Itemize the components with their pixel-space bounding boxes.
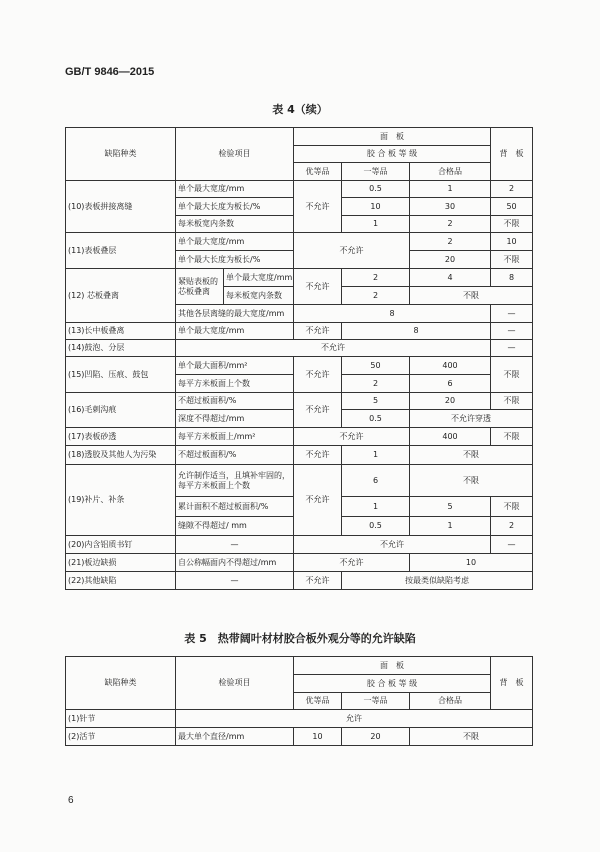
cell: 允许 [176, 710, 533, 728]
cell: 不限 [491, 251, 533, 269]
cell: 不限 [491, 428, 533, 446]
defect-name: (10)表板拼接离缝 [66, 181, 176, 233]
table-row [66, 554, 533, 572]
header-face-panel: 面 板 [294, 657, 491, 675]
cell: 8 [491, 269, 533, 287]
header-superior: 优等品 [294, 693, 342, 710]
table-4 [65, 127, 533, 590]
table-row [66, 128, 533, 146]
defect-name: (2)活节 [66, 728, 176, 746]
table-row [66, 269, 533, 287]
cell: 不允许 [294, 465, 342, 536]
table-row [66, 728, 533, 746]
header-first-grade: 一等品 [342, 163, 410, 181]
cell: 不限 [410, 287, 533, 305]
cell: 5 [342, 393, 410, 410]
header-defect-type: 缺陷种类 [66, 657, 176, 710]
inspection-item: 不超过板面积/% [176, 393, 294, 410]
cell: 6 [342, 465, 410, 497]
table-row [66, 536, 533, 554]
cell: 50 [491, 198, 533, 216]
defect-name: (15)凹陷、压痕、鼓包 [66, 357, 176, 393]
header-first-grade: 一等品 [342, 693, 410, 710]
table-row [66, 323, 533, 340]
cell: 2 [342, 375, 410, 393]
cell: 不允许 [294, 572, 342, 590]
cell: 4 [410, 269, 491, 287]
cell: — [491, 305, 533, 323]
inspection-item: 每米板宽内条数 [224, 287, 294, 305]
defect-name: (20)内含铝质书钉 [66, 536, 176, 554]
inspection-item: — [176, 572, 294, 590]
cell: 50 [342, 357, 410, 375]
inspection-item: 单个最大长度为板长/% [176, 198, 294, 216]
table-row [66, 465, 533, 497]
cell: 30 [410, 198, 491, 216]
header-defect-type: 缺陷种类 [66, 128, 176, 181]
cell: 不允许 [294, 357, 342, 393]
cell: 不限 [410, 728, 533, 746]
cell: 2 [410, 216, 491, 233]
cell: 8 [342, 323, 491, 340]
cell: 不限 [491, 216, 533, 233]
cell: 不限 [410, 446, 533, 465]
cell: 不允许 [294, 323, 342, 340]
table-row [66, 393, 533, 410]
defect-name: (16)毛刺沟痕 [66, 393, 176, 428]
cell: 400 [410, 357, 491, 375]
header-back-panel: 背 板 [491, 657, 533, 710]
cell: 不允许 [294, 446, 342, 465]
cell: 不允许 [294, 428, 410, 446]
inspection-item: 每平方米板面上个数 [176, 375, 294, 393]
inspection-item: 每平方米板面上/mm² [176, 428, 294, 446]
cell: 不允许 [294, 269, 342, 305]
inspection-item: 不超过板面积/% [176, 446, 294, 465]
cell: 0.5 [342, 410, 410, 428]
cell: 20 [410, 251, 491, 269]
inspection-item: 单个最大宽度/mm [224, 269, 294, 287]
defect-name: (21)板边缺损 [66, 554, 176, 572]
cell: 0.5 [342, 181, 410, 198]
defect-name: (1)针节 [66, 710, 176, 728]
cell: 2 [491, 181, 533, 198]
cell: 5 [410, 497, 491, 517]
cell: — [491, 323, 533, 340]
cell: 0.5 [342, 517, 410, 536]
cell: 6 [410, 375, 491, 393]
inspection-item: 最大单个直径/mm [176, 728, 294, 746]
table-row [66, 233, 533, 251]
cell: 不限 [491, 393, 533, 410]
header-inspection-item: 检验项目 [176, 128, 294, 181]
inspection-item: 深度不得超过/mm [176, 410, 294, 428]
defect-name: (17)表板砂透 [66, 428, 176, 446]
cell: 不限 [410, 465, 533, 497]
cell: 20 [342, 728, 410, 746]
cell: 2 [342, 269, 410, 287]
defect-name: (22)其他缺陷 [66, 572, 176, 590]
cell: 不允许 [176, 340, 491, 357]
header-grade: 胶 合 板 等 级 [294, 675, 491, 693]
header-qualified: 合格品 [410, 693, 491, 710]
defect-name: (13)长中板叠离 [66, 323, 176, 340]
cell: 不限 [491, 357, 533, 393]
defect-name: (19)补片、补条 [66, 465, 176, 536]
header-back-panel: 背 板 [491, 128, 533, 181]
cell: 1 [410, 517, 491, 536]
cell: 400 [410, 428, 491, 446]
cell: 1 [342, 497, 410, 517]
inspection-item: 单个最大长度为板长/% [176, 251, 294, 269]
cell: 8 [294, 305, 491, 323]
cell: 不允许 [294, 181, 342, 233]
sub-item: 紧贴表板的芯板叠离 [176, 269, 224, 305]
table-5 [65, 656, 533, 746]
cell: 2 [410, 233, 491, 251]
header-grade: 胶 合 板 等 级 [294, 146, 491, 163]
inspection-item: 每米板宽内条数 [176, 216, 294, 233]
table-row [66, 710, 533, 728]
cell: — [491, 340, 533, 357]
inspection-item: 单个最大宽度/mm [176, 323, 294, 340]
cell: 1 [410, 181, 491, 198]
cell: 2 [491, 517, 533, 536]
cell: 按最类似缺陷考虑 [342, 572, 533, 590]
defect-name: (18)透胶及其他人为污染 [66, 446, 176, 465]
table4-caption: 表 4（续） [272, 103, 328, 116]
table-row [66, 340, 533, 357]
table-row [66, 572, 533, 590]
standard-number: GB/T 9846—2015 [65, 66, 155, 78]
cell: 10 [491, 233, 533, 251]
header-superior: 优等品 [294, 163, 342, 181]
cell: 不允许 [294, 233, 410, 269]
page-number: 6 [68, 795, 74, 806]
inspection-item: 累计面积不超过板面积/% [176, 497, 294, 517]
inspection-item: 其他各层离缝的最大宽度/mm [176, 305, 294, 323]
cell: 不允许 [294, 393, 342, 428]
defect-name: (14)鼓泡、分层 [66, 340, 176, 357]
inspection-item: 单个最大宽度/mm [176, 233, 294, 251]
inspection-item: 单个最大宽度/mm [176, 181, 294, 198]
cell: 1 [342, 446, 410, 465]
cell: 不允许 [294, 536, 491, 554]
table5-caption: 表 5 热带阔叶材材胶合板外观分等的允许缺陷 [184, 632, 416, 645]
defect-name: (11)表板叠层 [66, 233, 176, 269]
cell: 不允许穿透 [410, 410, 533, 428]
cell: 2 [342, 287, 410, 305]
inspection-item: 缝隙不得超过/ mm [176, 517, 294, 536]
cell: 1 [342, 216, 410, 233]
cell: 不允许 [294, 554, 410, 572]
header-inspection-item: 检验项目 [176, 657, 294, 710]
defect-name: (12) 芯板叠离 [66, 269, 176, 323]
table-row [66, 657, 533, 675]
inspection-item: 自公称幅面内不得超过/mm [176, 554, 294, 572]
cell: 20 [410, 393, 491, 410]
cell: — [491, 536, 533, 554]
inspection-item: 允许制作适当，且填补牢固的，每平方米板面上个数 [176, 465, 294, 497]
inspection-item: — [176, 536, 294, 554]
inspection-item: 单个最大面积/mm² [176, 357, 294, 375]
table-row [66, 428, 533, 446]
table-row [66, 446, 533, 465]
cell: 10 [342, 198, 410, 216]
table-row [66, 357, 533, 375]
cell: 10 [410, 554, 533, 572]
header-qualified: 合格品 [410, 163, 491, 181]
table-row [66, 181, 533, 198]
cell: 10 [294, 728, 342, 746]
cell: 不限 [491, 497, 533, 517]
header-face-panel: 面 板 [294, 128, 491, 146]
